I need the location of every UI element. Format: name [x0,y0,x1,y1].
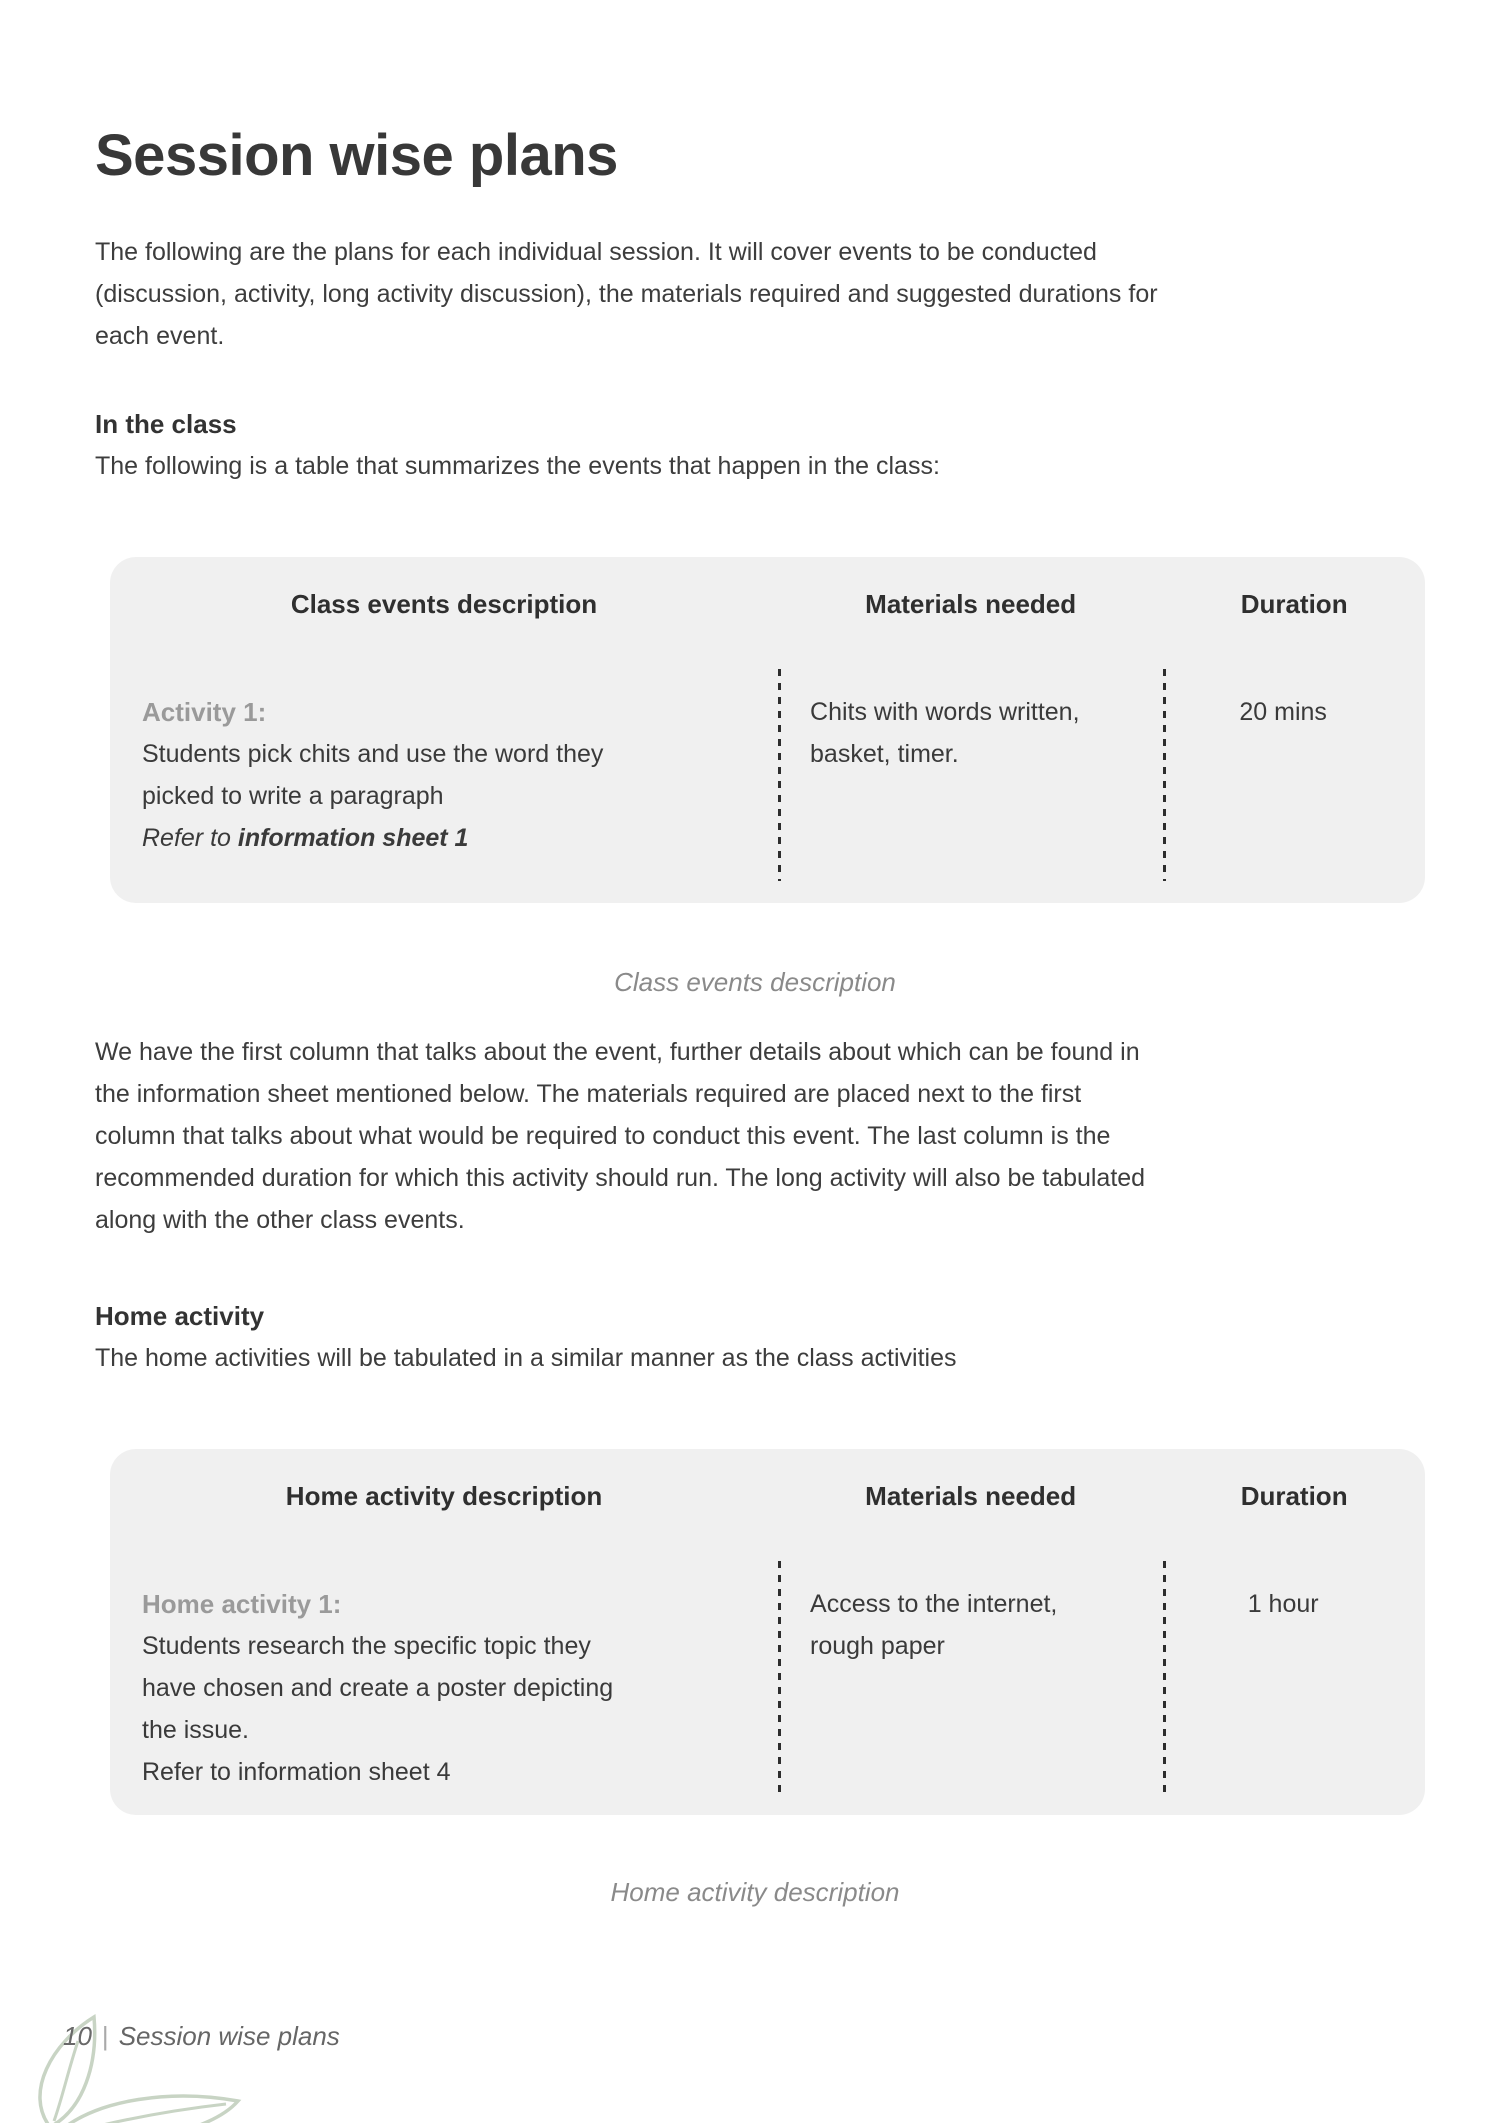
column-header-materials-needed: Materials needed [865,1481,1077,1512]
home-activity-table [110,1449,1425,1815]
footer-divider: | [101,2021,109,2051]
home-table-caption: Home activity description [610,1877,900,1908]
footer-text [63,2021,340,2052]
column-header-materials-needed: Materials needed [865,589,1077,620]
home-materials-cell [778,1561,1163,1793]
column-header-duration: Duration [1240,589,1348,620]
class-materials-cell [778,669,1163,881]
activity-reference [142,817,728,859]
page-number: 10 [63,2021,92,2051]
home-duration-cell: 1 hour [1163,1561,1425,1793]
home-activity-cell [110,1561,778,1793]
activity-description: Students pick chits and use the word they picked to write a paragraph [142,740,604,811]
home-activity-body: The home activities will be tabulated in a similar manner as the class activities [95,1344,957,1373]
table-row [110,669,1425,881]
class-duration-cell: 20 mins [1163,669,1425,881]
explanation-paragraph: We have the first column that talks about the event, further details about which can be found in the information sheet mentioned below. The materials required are placed next to the first column that talks about what would be required to conduct this event. The last column is the recommended duration for which this activity should run. The long activity will also be tabulated along with the other class events. [95,1038,1146,1235]
column-header-duration: Duration [1240,1481,1348,1512]
class-table-caption: Class events description [614,967,896,998]
refer-sheet-name: information sheet 1 [237,824,469,853]
page-footer [0,2013,1500,2123]
home-activity-description: Students research the specific topic they have chosen and create a poster depicting the issue. Refer to information sheet 4 [142,1632,614,1787]
intro-paragraph: The following are the plans for each individual session. It will cover events to be conducted (discussion, activity, long activity discussion), the materials required and suggested durations for each event. [95,238,1158,351]
activity-title: Activity 1: [142,697,267,728]
section-heading-home-activity: Home activity [95,1301,265,1332]
column-header-class-events-description: Class events description [290,589,598,620]
class-events-table [110,557,1425,903]
materials-text: Chits with words written, basket, timer. [810,698,1080,769]
in-class-body: The following is a table that summarizes the events that happen in the class: [95,452,940,481]
materials-text: Access to the internet, rough paper [810,1590,1058,1661]
table-row [110,1561,1425,1793]
home-table-header-row [110,1477,1425,1515]
page-title: Session wise plans [95,123,618,188]
refer-prefix: Refer to [142,824,238,853]
column-header-home-activity-description: Home activity description [285,1481,603,1512]
footer-section-title: Session wise plans [118,2021,340,2051]
class-table-header-row [110,585,1425,623]
section-heading-in-class: In the class [95,409,237,440]
home-activity-title: Home activity 1: [142,1589,342,1620]
class-activity-cell [110,669,778,881]
